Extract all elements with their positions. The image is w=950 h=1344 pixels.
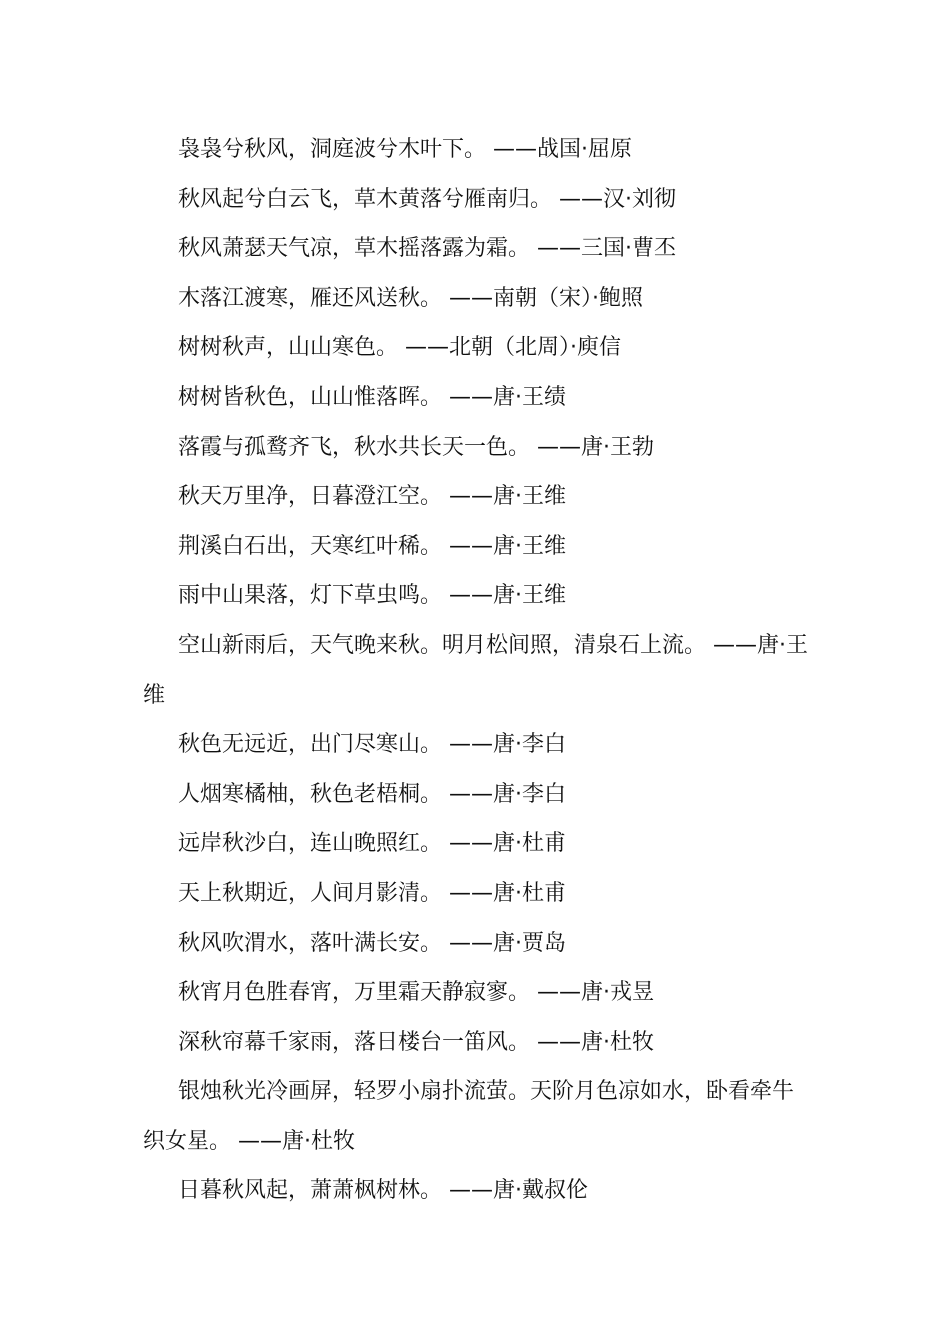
- poem-line: 银烛秋光冷画屏，轻罗小扇扑流萤。天阶月色凉如水，卧看牵牛织女星。 ——唐·杜牧: [143, 1079, 795, 1154]
- poem-line: 秋风萧瑟天气凉，草木摇落露为霜。 ——三国·曹丕: [178, 236, 676, 262]
- poem-line: 秋色无远近，出门尽寒山。 ——唐·李白: [178, 732, 566, 758]
- poem-line: 秋风起兮白云飞，草木黄落兮雁南归。 ——汉·刘彻: [178, 186, 676, 212]
- poem-line: 人烟寒橘柚，秋色老梧桐。 ——唐·李白: [178, 781, 566, 807]
- poem-line: 树树皆秋色，山山惟落晖。 ——唐·王绩: [178, 384, 566, 410]
- poem-list: [143, 125, 808, 1216]
- poem-line: 秋宵月色胜春宵，万里霜天静寂寥。 ——唐·戎昱: [178, 980, 654, 1006]
- poem-line: 木落江渡寒，雁还风送秋。 ——南朝（宋）·鲍照: [178, 285, 643, 311]
- poem-line: 深秋帘幕千家雨，落日楼台一笛风。 ——唐·杜牧: [178, 1029, 654, 1055]
- poem-line: 远岸秋沙白，连山晚照红。 ——唐·杜甫: [178, 831, 566, 857]
- poem-line: 日暮秋风起，萧萧枫树林。 ——唐·戴叔伦: [178, 1178, 588, 1204]
- poem-line: 雨中山果落，灯下草虫鸣。 ——唐·王维: [178, 583, 566, 609]
- poem-line: 树树秋声，山山寒色。 ——北朝（北周）·庾信: [178, 335, 621, 361]
- poem-line: 袅袅兮秋风，洞庭波兮木叶下。 ——战国·屈原: [178, 137, 632, 162]
- poem-line: 天上秋期近，人间月影清。 ——唐·杜甫: [178, 880, 566, 906]
- poem-line: 荆溪白石出，天寒红叶稀。 ——唐·王维: [178, 533, 566, 559]
- poem-line: 落霞与孤鹜齐飞，秋水共长天一色。 ——唐·王勃: [178, 434, 654, 460]
- poem-line: 秋天万里净，日暮澄江空。 ——唐·王维: [178, 484, 566, 510]
- poem-line: 秋风吹渭水，落叶满长安。 ——唐·贾岛: [178, 930, 566, 956]
- poem-line: 空山新雨后，天气晚来秋。明月松间照，清泉石上流。 ——唐·王维: [143, 632, 808, 708]
